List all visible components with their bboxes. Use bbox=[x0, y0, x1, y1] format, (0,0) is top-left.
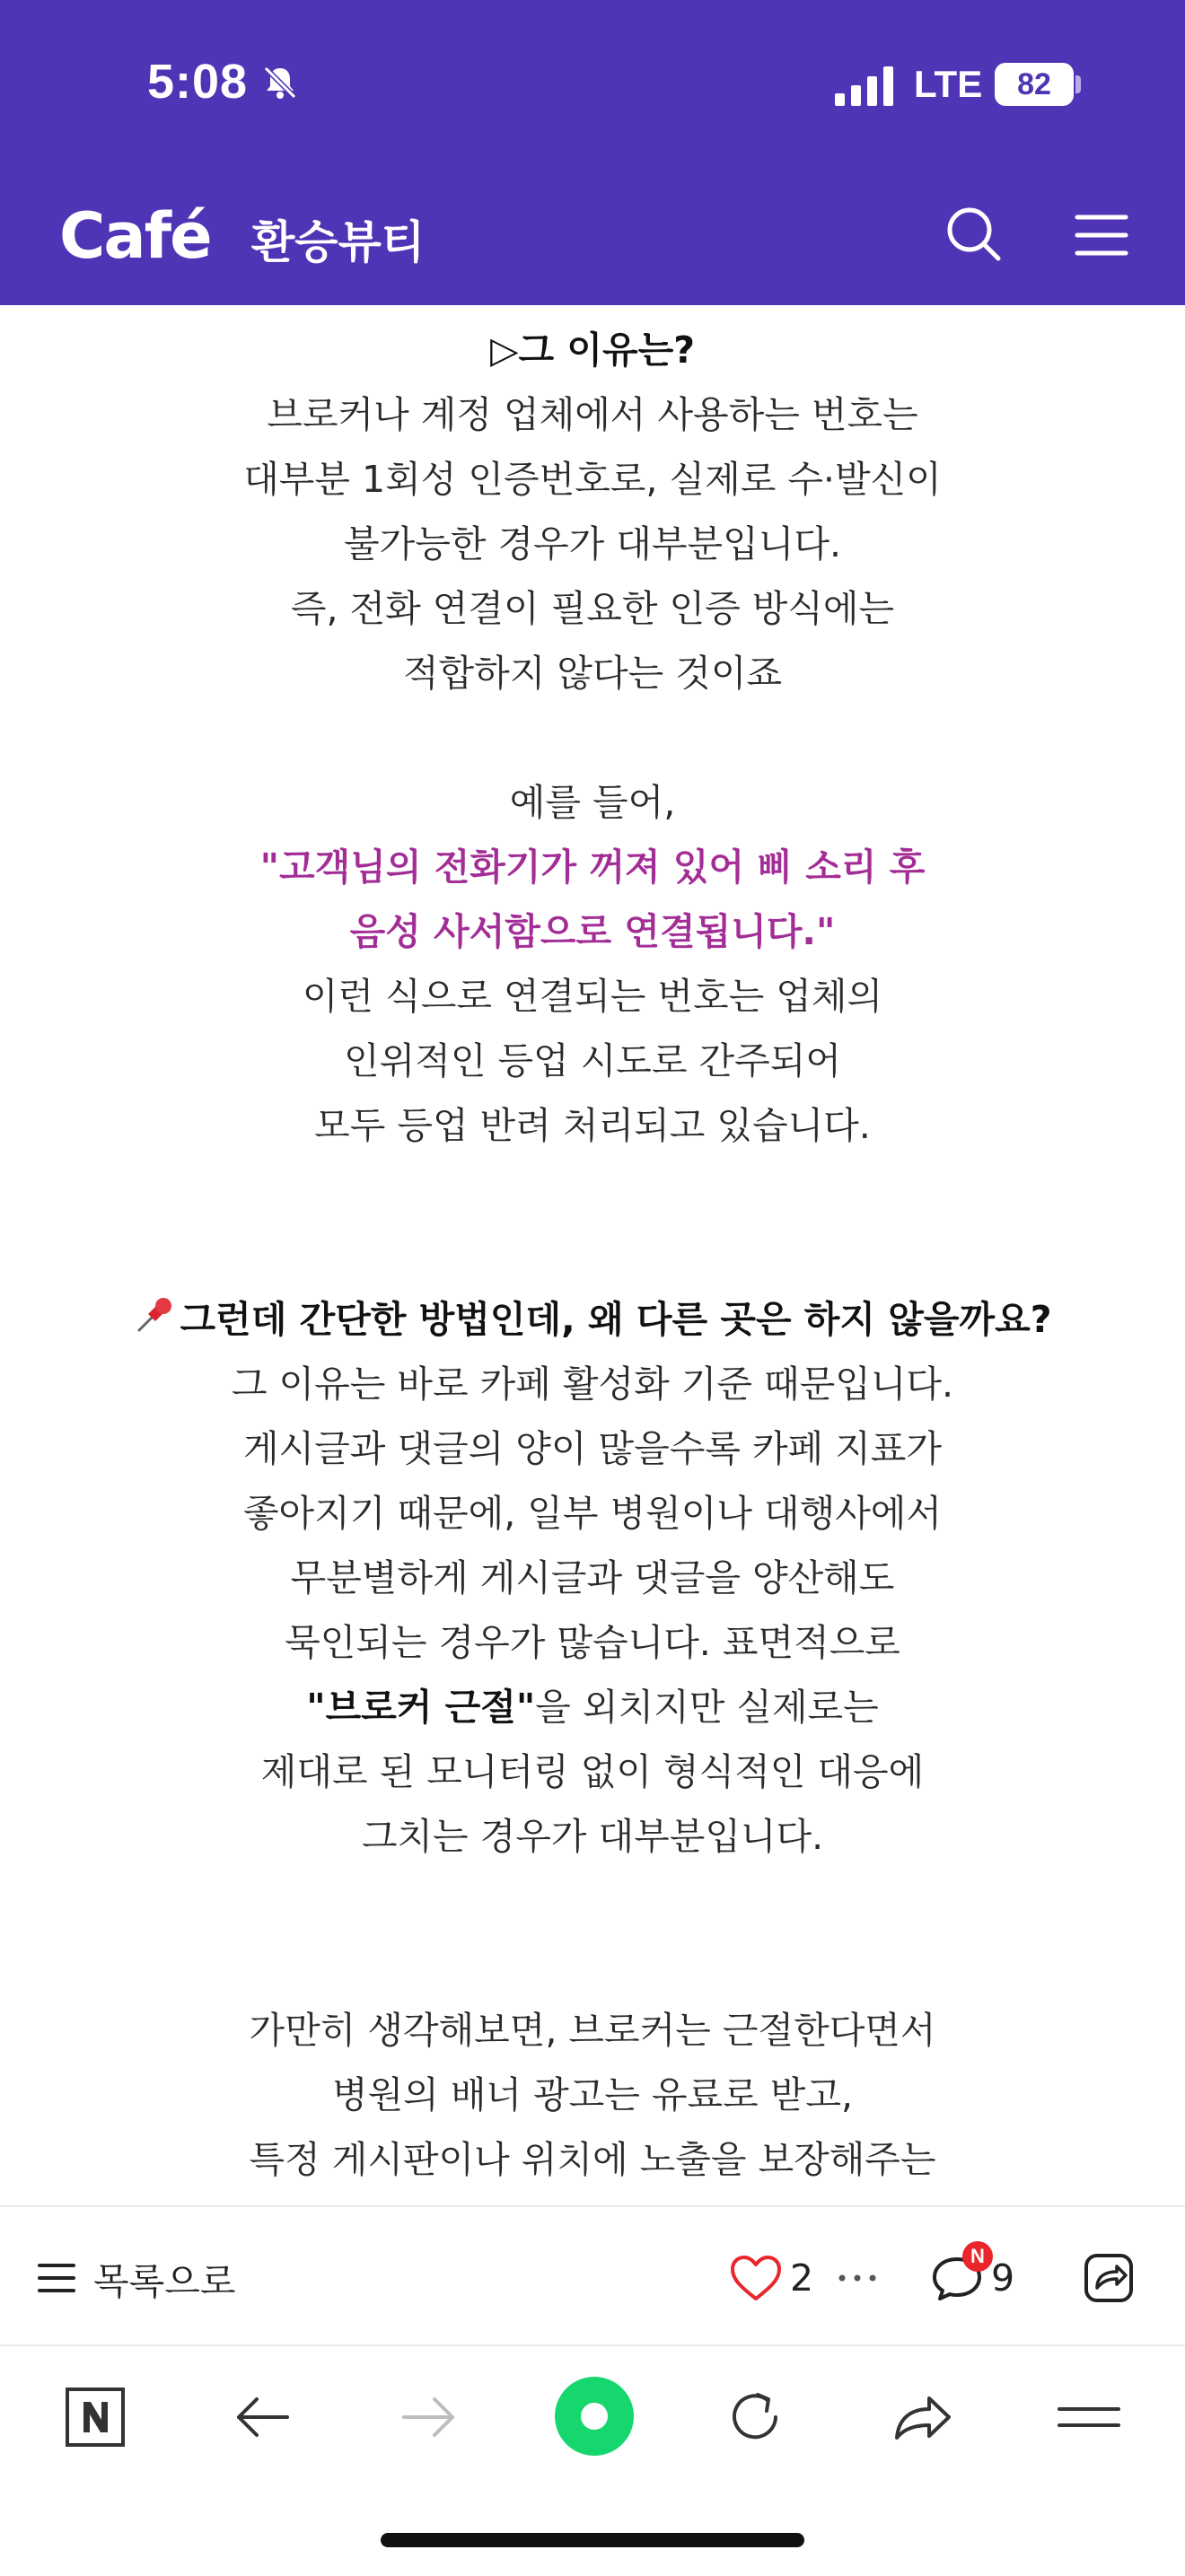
list-label: 목록으로 bbox=[93, 2259, 236, 2303]
network-label: LTE bbox=[914, 63, 983, 105]
article-line: 그 이유는 바로 카페 활성화 기준 때문입니다. bbox=[231, 1362, 954, 1406]
article-line: 브로커나 계정 업체에서 사용하는 번호는 bbox=[267, 393, 918, 436]
article-line: 제대로 된 모니터링 없이 형식적인 대응에 bbox=[260, 1750, 925, 1793]
forward-arrow-icon[interactable] bbox=[390, 2379, 467, 2456]
green-dot-home-icon[interactable] bbox=[551, 2373, 637, 2459]
quote-line: "고객님의 전화기가 꺼져 있어 삐 소리 후 bbox=[259, 846, 926, 889]
article-line: 대부분 1회성 인증번호로, 실제로 수·발신이 bbox=[243, 458, 942, 501]
share-arrow-icon[interactable] bbox=[884, 2379, 961, 2456]
article-line: 좋아지기 때문에, 일부 병원이나 대행사에서 bbox=[242, 1492, 943, 1535]
comment-count: 9 bbox=[991, 2256, 1015, 2300]
article-line: 모두 등업 반려 처리되고 있습니다. bbox=[314, 1104, 871, 1147]
pushpin-icon bbox=[134, 1294, 175, 1336]
article-line: 게시글과 댓글의 양이 많을수록 카페 지표가 bbox=[242, 1427, 943, 1470]
article-line: 불가능한 경우가 대부분입니다. bbox=[344, 522, 841, 565]
article-action-bar bbox=[0, 2205, 1185, 2346]
battery-tip bbox=[1075, 75, 1081, 93]
back-arrow-icon[interactable] bbox=[224, 2379, 302, 2456]
share-icon[interactable] bbox=[1077, 2247, 1140, 2309]
search-icon[interactable] bbox=[943, 203, 1005, 266]
article-line-rest: 을 외치지만 실제로는 bbox=[535, 1686, 879, 1729]
like-button[interactable] bbox=[729, 2247, 813, 2309]
article-line bbox=[0, 1675, 1185, 1739]
broker-emphasis: "브로커 근절" bbox=[306, 1686, 536, 1729]
article-line: 즉, 전화 연결이 필요한 인증 방식에는 bbox=[290, 587, 895, 630]
hamburger-menu-icon[interactable] bbox=[1070, 208, 1133, 262]
heart-icon bbox=[729, 2254, 783, 2302]
article-line: 그치는 경우가 대부분입니다. bbox=[361, 1815, 824, 1858]
reload-icon[interactable] bbox=[716, 2379, 794, 2456]
cafe-name[interactable]: 환승뷰티 bbox=[251, 216, 426, 268]
app-header bbox=[0, 0, 1185, 305]
quote-line: 음성 사서함으로 연결됩니다." bbox=[349, 910, 836, 953]
article-line: 병원의 배너 광고는 유료로 받고, bbox=[331, 2073, 854, 2116]
article-line: 묵인되는 경우가 많습니다. 표면적으로 bbox=[285, 1621, 900, 1664]
naver-n-icon[interactable] bbox=[57, 2379, 134, 2456]
battery-icon: 82 bbox=[995, 63, 1074, 106]
list-button[interactable] bbox=[36, 2247, 235, 2309]
article-body bbox=[0, 305, 1185, 2205]
signal-icon bbox=[833, 66, 896, 106]
like-count: 2 bbox=[790, 2256, 814, 2300]
article-line: 무분별하게 게시글과 댓글을 양산해도 bbox=[290, 1556, 895, 1599]
article-line: 이런 식으로 연결되는 번호는 업체의 bbox=[302, 975, 883, 1018]
article-line: 가만히 생각해보면, 브로커는 근절한다면서 bbox=[249, 2009, 936, 2052]
more-dots-icon[interactable] bbox=[835, 2247, 880, 2309]
menu-icon[interactable] bbox=[1050, 2379, 1128, 2456]
home-indicator bbox=[381, 2533, 804, 2547]
article-line: 특정 게시판이나 위치에 노출을 보장해주는 bbox=[249, 2138, 936, 2181]
article-line: 인위적인 등업 시도로 간주되어 bbox=[344, 1039, 841, 1082]
cafe-logo[interactable]: Café bbox=[59, 199, 211, 273]
bell-slash-icon bbox=[260, 63, 300, 102]
article-line: 적합하지 않다는 것이죠 bbox=[402, 652, 783, 695]
status-time: 5:08 bbox=[147, 55, 249, 109]
article-line: 예를 들어, bbox=[509, 781, 676, 824]
section-heading-text: 그런데 간단한 방법인데, 왜 다른 곳은 하지 않을까요? bbox=[180, 1298, 1052, 1341]
article-line: ▷그 이유는? bbox=[489, 329, 695, 372]
section-heading bbox=[0, 1287, 1185, 1352]
new-badge: N bbox=[962, 2241, 993, 2272]
list-icon bbox=[36, 2260, 77, 2296]
